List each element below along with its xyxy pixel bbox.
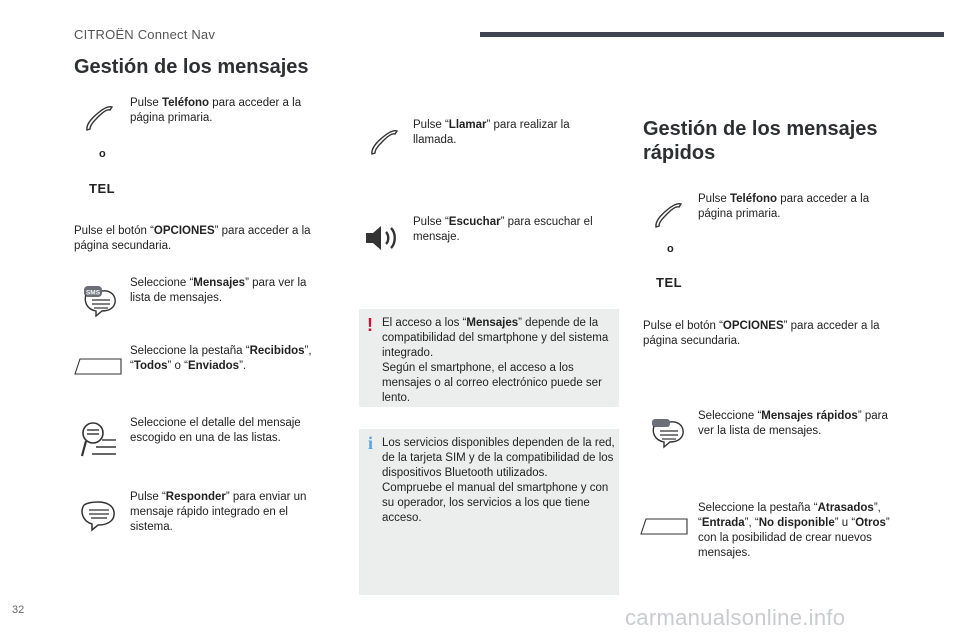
header-brand: CITROËN Connect Nav xyxy=(74,27,216,42)
phone-icon-right xyxy=(653,201,683,229)
info-icon: i xyxy=(368,433,374,453)
tab-button-icon-right xyxy=(640,517,688,535)
message-detail-icon xyxy=(80,420,118,460)
right-step1-text: Pulse Teléfono para acceder a la página primaria. xyxy=(698,193,870,220)
left-options-paragraph: Pulse el botón “OPCIONES” para acceder a la página secundaria. xyxy=(74,225,311,252)
info-note xyxy=(359,429,619,595)
right-step2-text: Seleccione “Mensajes rápidos” para ver la lista de mensajes. xyxy=(698,410,888,437)
watermark: carmanualsonline.info xyxy=(625,605,846,630)
section-title-quick-messages: Gestión de los mensajes rápidos xyxy=(643,118,878,164)
speaker-icon xyxy=(365,224,401,252)
or-label-right: o xyxy=(667,243,674,255)
left-step4-text: Seleccione el detalle del mensaje escogido en una de las listas. xyxy=(130,417,301,444)
warning-text: El acceso a los “Mensajes” depende de la compatibilidad del smartphone y del sistema integrado. Según el smartphone, el acceso a los mensajes o al correo electrónico puede ser lento. xyxy=(382,317,609,404)
left-step3-text: Seleccione la pestaña “Recibidos”, “Todos” o “Enviados”. xyxy=(130,345,312,372)
quick-message-icon xyxy=(648,416,688,450)
reply-message-icon xyxy=(78,497,118,533)
section-title-messages: Gestión de los mensajes xyxy=(74,56,309,78)
middle-step1-text: Pulse “Llamar” para realizar la llamada. xyxy=(413,119,570,146)
warning-note xyxy=(359,309,619,407)
sms-icon-label: SMS xyxy=(85,289,101,297)
right-step3-text: Seleccione la pestaña “Atrasados”, “Entrada”, “No disponible” u “Otros” con la posibilidad de crear nuevos mensajes. xyxy=(698,502,890,559)
tab-button-icon xyxy=(74,357,122,375)
header-bar xyxy=(480,32,944,37)
tel-button-label: TEL xyxy=(89,181,116,196)
phone-icon xyxy=(84,104,114,132)
left-step5-text: Pulse “Responder” para enviar un mensaje rápido integrado en el sistema. xyxy=(130,491,307,533)
call-phone-icon xyxy=(369,128,399,156)
page-number: 32 xyxy=(12,604,25,616)
or-label: o xyxy=(99,148,106,160)
tel-button-label-right: TEL xyxy=(656,275,683,290)
info-text: Los servicios disponibles dependen de la red, de la tarjeta SIM y de la compatibilidad de los dispositivos Bluetooth utilizados. Compruebe el manual del smartphone y con su operador, los servicios a los que tiene acceso. xyxy=(382,437,615,524)
right-options-paragraph: Pulse el botón “OPCIONES” para acceder a la página secundaria. xyxy=(643,320,880,347)
sms-icon xyxy=(80,283,120,317)
left-step1-text: Pulse Teléfono para acceder a la página primaria. xyxy=(130,97,302,124)
warning-icon: ! xyxy=(367,315,373,335)
middle-step2-text: Pulse “Escuchar” para escuchar el mensaje. xyxy=(413,216,593,243)
left-step2-text: Seleccione “Mensajes” para ver la lista de mensajes. xyxy=(130,277,307,304)
